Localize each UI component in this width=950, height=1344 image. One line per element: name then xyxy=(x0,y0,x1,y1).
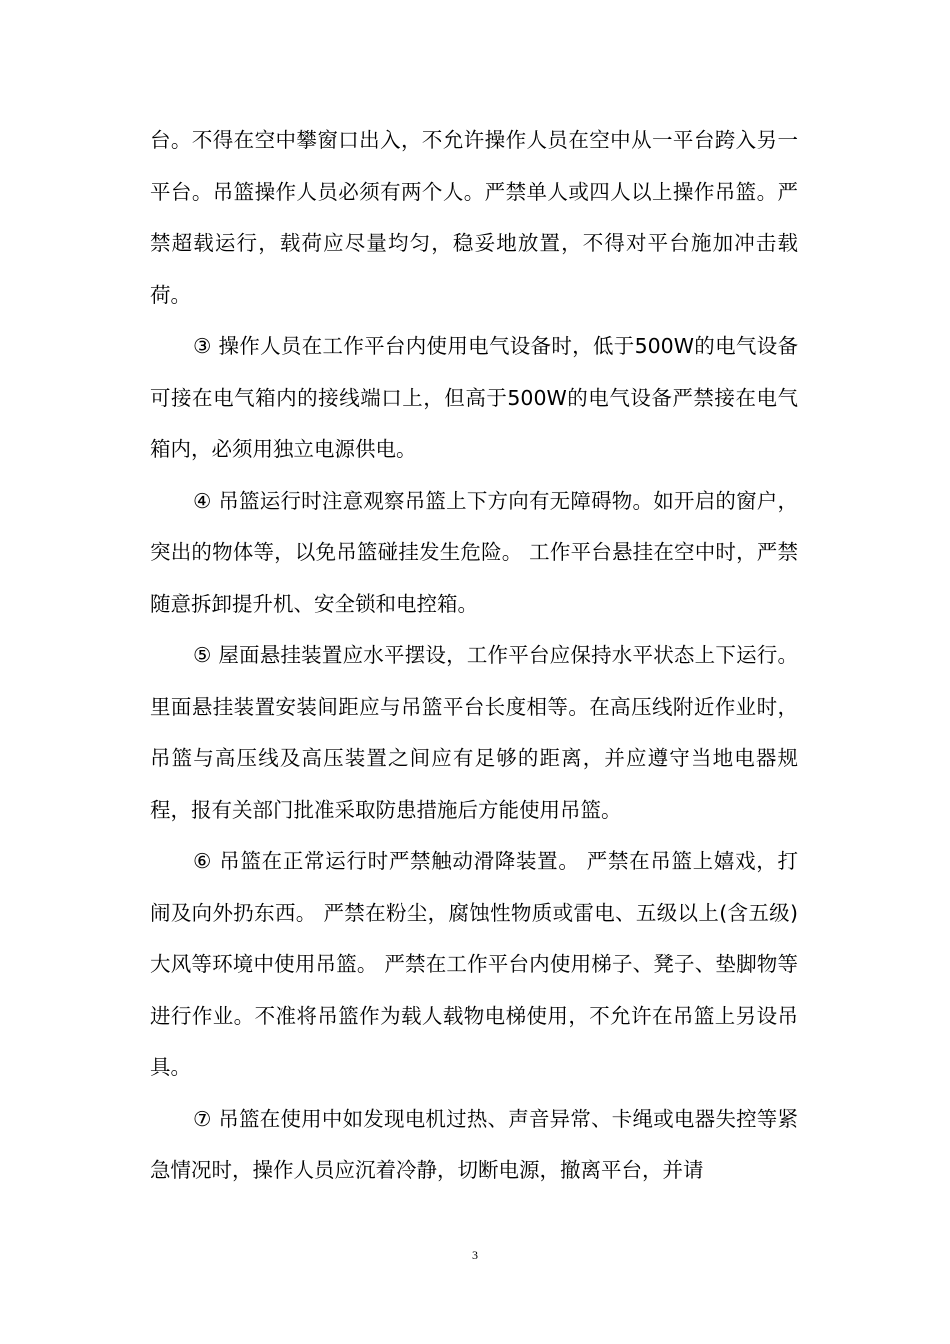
paragraph-item-4: ④ 吊篮运行时注意观察吊篮上下方向有无障碍物。如开启的窗户，突出的物体等，以免吊篮碰挂发生危险。 工作平台悬挂在空中时，严禁随意拆卸提升机、安全锁和电控箱。 xyxy=(150,488,798,616)
body-text xyxy=(150,115,798,1197)
paragraph-item-5: ⑤ 屋面悬挂装置应水平摆设，工作平台应保持水平状态上下运行。里面悬挂装置安装间距应与吊篮平台长度相等。在高压线附近作业时，吊篮与高压线及高压装置之间应有足够的距离，并应遵守当地电器规程，报有关部门批准采取防患措施后方能使用吊篮。 xyxy=(150,643,798,822)
page-number: 3 xyxy=(472,1248,478,1262)
paragraph-continuation: 台。不得在空中攀窗口出入，不允许操作人员在空中从一平台跨入另一平台。吊篮操作人员必须有两个人。严禁单人或四人以上操作吊篮。严禁超载运行，载荷应尽量均匀，稳妥地放置，不得对平台施加冲击载荷。 xyxy=(150,128,798,307)
paragraph-item-7: ⑦ 吊篮在使用中如发现电机过热、声音异常、卡绳或电器失控等紧急情况时，操作人员应沉着冷静，切断电源，撤离平台，并请 xyxy=(150,1106,798,1182)
paragraph-item-6: ⑥ 吊篮在正常运行时严禁触动滑降装置。 严禁在吊篮上嬉戏，打闹及向外扔东西。 严禁在粉尘，腐蚀性物质或雷电、五级以上(含五级)大风等环境中使用吊篮。 严禁在工作平台内使用梯子、凳子、垫脚物等进行作业。不准将吊篮作为载人载物电梯使用，不允许在吊篮上另设吊具。 xyxy=(150,849,798,1079)
paragraph-item-3: ③ 操作人员在工作平台内使用电气设备时，低于500W的电气设备可接在电气箱内的接线端口上，但高于500W的电气设备严禁接在电气箱内，必须用独立电源供电。 xyxy=(150,334,798,461)
